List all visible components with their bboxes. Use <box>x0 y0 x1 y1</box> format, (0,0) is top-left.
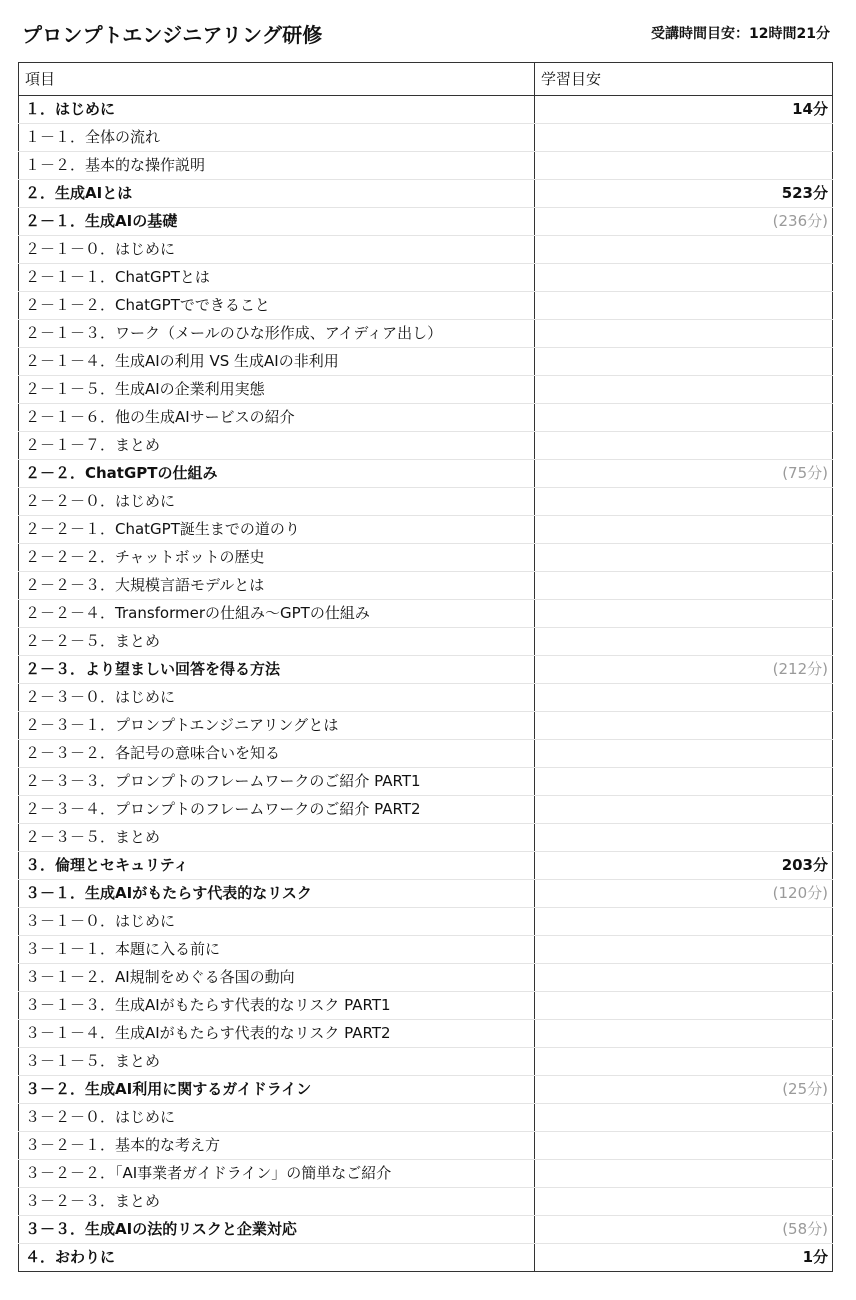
lesson-row <box>19 264 833 292</box>
item-label: ２－１－５．生成AIの企業利用実態 <box>19 376 535 404</box>
item-label: ２－１－４．生成AIの利用 VS 生成AIの非利用 <box>19 348 535 376</box>
study-time <box>535 1132 833 1160</box>
study-time <box>535 404 833 432</box>
lesson-row <box>19 1132 833 1160</box>
lesson-row <box>19 432 833 460</box>
study-time <box>535 376 833 404</box>
study-time <box>535 992 833 1020</box>
item-label: ２．生成AIとは <box>19 180 535 208</box>
study-time <box>535 796 833 824</box>
lesson-row <box>19 740 833 768</box>
study-time <box>535 292 833 320</box>
study-time <box>535 516 833 544</box>
study-time: (75分) <box>535 460 833 488</box>
lesson-row <box>19 628 833 656</box>
lesson-row <box>19 292 833 320</box>
column-header-time: 学習目安 <box>535 63 833 96</box>
item-label: １－１．全体の流れ <box>19 124 535 152</box>
subsection-row <box>19 656 833 684</box>
table-header-row <box>19 63 833 96</box>
lesson-row <box>19 1104 833 1132</box>
study-time <box>535 544 833 572</box>
study-time: (25分) <box>535 1076 833 1104</box>
subsection-row <box>19 208 833 236</box>
item-label: ２－１－０．はじめに <box>19 236 535 264</box>
page-header <box>22 16 830 50</box>
item-label: ３－１－５．まとめ <box>19 1048 535 1076</box>
item-label: ２－２．ChatGPTの仕組み <box>19 460 535 488</box>
item-label: ３－２－１．基本的な考え方 <box>19 1132 535 1160</box>
study-time <box>535 1160 833 1188</box>
item-label: ２－３－１．プロンプトエンジニアリングとは <box>19 712 535 740</box>
section-row <box>19 852 833 880</box>
item-label: ２－１－７．まとめ <box>19 432 535 460</box>
study-time <box>535 936 833 964</box>
study-time <box>535 1020 833 1048</box>
item-label: ３－１－３．生成AIがもたらす代表的なリスク PART1 <box>19 992 535 1020</box>
study-time <box>535 488 833 516</box>
lesson-row <box>19 152 833 180</box>
item-label: ３－１－０．はじめに <box>19 908 535 936</box>
item-label: ３－１－４．生成AIがもたらす代表的なリスク PART2 <box>19 1020 535 1048</box>
lesson-row <box>19 544 833 572</box>
study-time <box>535 432 833 460</box>
lesson-row <box>19 908 833 936</box>
subsection-row <box>19 1216 833 1244</box>
lesson-row <box>19 824 833 852</box>
item-label: ２－３－０．はじめに <box>19 684 535 712</box>
item-label: ２－３－３．プロンプトのフレームワークのご紹介 PART1 <box>19 768 535 796</box>
study-time: (212分) <box>535 656 833 684</box>
item-label: ２－１－６．他の生成AIサービスの紹介 <box>19 404 535 432</box>
lesson-row <box>19 1020 833 1048</box>
total-study-time: 受講時間目安：12時間21分 <box>651 26 830 42</box>
item-label: ２－２－５．まとめ <box>19 628 535 656</box>
lesson-row <box>19 712 833 740</box>
study-time <box>535 1104 833 1132</box>
study-time: (58分) <box>535 1216 833 1244</box>
item-label: ２－２－３．大規模言語モデルとは <box>19 572 535 600</box>
item-label: ２－３．より望ましい回答を得る方法 <box>19 656 535 684</box>
study-time: 523分 <box>535 180 833 208</box>
study-time <box>535 1048 833 1076</box>
study-time: 14分 <box>535 96 833 124</box>
lesson-row <box>19 768 833 796</box>
study-time <box>535 152 833 180</box>
study-time <box>535 712 833 740</box>
study-time <box>535 236 833 264</box>
lesson-row <box>19 348 833 376</box>
study-time <box>535 124 833 152</box>
subsection-row <box>19 1076 833 1104</box>
lesson-row <box>19 936 833 964</box>
item-label: ３－３．生成AIの法的リスクと企業対応 <box>19 1216 535 1244</box>
study-time: (236分) <box>535 208 833 236</box>
item-label: ３－２－２．「AI事業者ガイドライン」の簡単なご紹介 <box>19 1160 535 1188</box>
lesson-row <box>19 964 833 992</box>
item-label: ３－２．生成AI利用に関するガイドライン <box>19 1076 535 1104</box>
study-time <box>535 320 833 348</box>
curriculum-table <box>18 62 833 1272</box>
item-label: ２－１－２．ChatGPTでできること <box>19 292 535 320</box>
item-label: ２－２－２．チャットボットの歴史 <box>19 544 535 572</box>
study-time <box>535 348 833 376</box>
lesson-row <box>19 124 833 152</box>
item-label: ３－１－２．AI規制をめぐる各国の動向 <box>19 964 535 992</box>
lesson-row <box>19 236 833 264</box>
study-time <box>535 628 833 656</box>
study-time <box>535 908 833 936</box>
subsection-row <box>19 880 833 908</box>
item-label: ２－３－４．プロンプトのフレームワークのご紹介 PART2 <box>19 796 535 824</box>
column-header-item: 項目 <box>19 63 535 96</box>
lesson-row <box>19 600 833 628</box>
item-label: １．はじめに <box>19 96 535 124</box>
study-time <box>535 740 833 768</box>
lesson-row <box>19 1048 833 1076</box>
lesson-row <box>19 488 833 516</box>
item-label: ３－１．生成AIがもたらす代表的なリスク <box>19 880 535 908</box>
section-row <box>19 1244 833 1272</box>
study-time <box>535 264 833 292</box>
section-row <box>19 96 833 124</box>
lesson-row <box>19 1188 833 1216</box>
lesson-row <box>19 1160 833 1188</box>
item-label: ２－２－０．はじめに <box>19 488 535 516</box>
lesson-row <box>19 516 833 544</box>
study-time <box>535 1188 833 1216</box>
item-label: １－２．基本的な操作説明 <box>19 152 535 180</box>
lesson-row <box>19 376 833 404</box>
lesson-row <box>19 684 833 712</box>
study-time <box>535 600 833 628</box>
item-label: ３－１－１．本題に入る前に <box>19 936 535 964</box>
item-label: ２－２－４．Transformerの仕組み～GPTの仕組み <box>19 600 535 628</box>
item-label: ２－１－１．ChatGPTとは <box>19 264 535 292</box>
item-label: ３．倫理とセキュリティ <box>19 852 535 880</box>
curriculum-rows <box>19 96 833 1272</box>
study-time <box>535 768 833 796</box>
item-label: ２－１．生成AIの基礎 <box>19 208 535 236</box>
item-label: ２－１－３．ワーク（メールのひな形作成、アイディア出し） <box>19 320 535 348</box>
lesson-row <box>19 992 833 1020</box>
item-label: ２－３－２．各記号の意味合いを知る <box>19 740 535 768</box>
study-time <box>535 964 833 992</box>
study-time <box>535 572 833 600</box>
study-time <box>535 824 833 852</box>
item-label: ３－２－０．はじめに <box>19 1104 535 1132</box>
study-time: (120分) <box>535 880 833 908</box>
lesson-row <box>19 796 833 824</box>
item-label: ２－２－１．ChatGPT誕生までの道のり <box>19 516 535 544</box>
page-title: プロンプトエンジニアリング研修 <box>22 22 323 47</box>
study-time <box>535 684 833 712</box>
study-time: 1分 <box>535 1244 833 1272</box>
subsection-row <box>19 460 833 488</box>
lesson-row <box>19 572 833 600</box>
item-label: ３－２－３．まとめ <box>19 1188 535 1216</box>
item-label: ２－３－５．まとめ <box>19 824 535 852</box>
study-time: 203分 <box>535 852 833 880</box>
item-label: ４．おわりに <box>19 1244 535 1272</box>
lesson-row <box>19 404 833 432</box>
lesson-row <box>19 320 833 348</box>
section-row <box>19 180 833 208</box>
